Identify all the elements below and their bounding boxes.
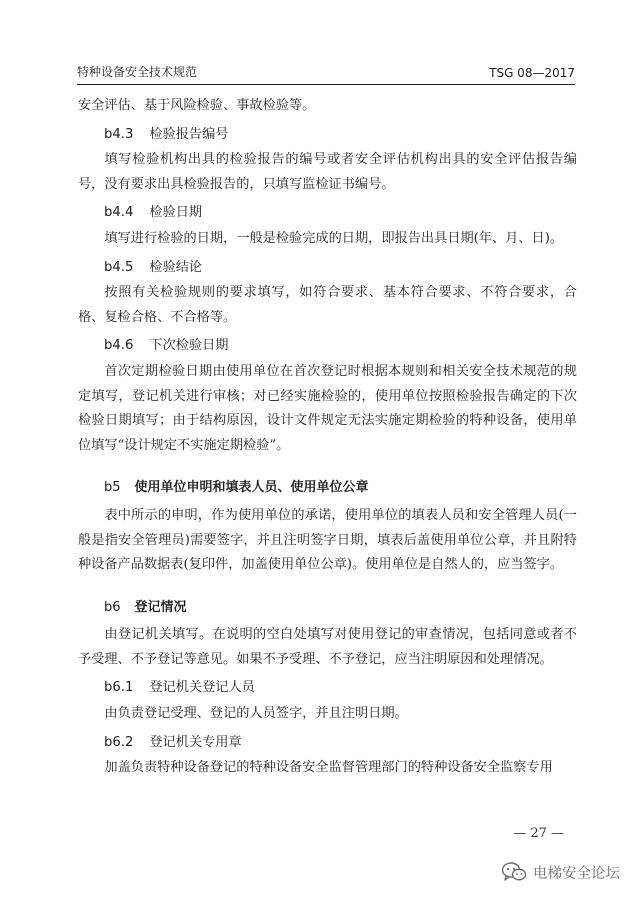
- section-number: b4.4: [104, 205, 134, 221]
- section-title: 登记情况: [134, 599, 187, 615]
- running-header: [77, 62, 575, 85]
- page-body: [78, 94, 577, 781]
- paragraph: 填写检验机构出具的检验报告的编号或者安全评估机构出具的安全评估报告编号，没有要求出具检验报告的，只填写监检证书编号。: [78, 152, 577, 192]
- section-number: b4.6: [104, 338, 134, 354]
- section-heading-b4-6: [78, 334, 577, 359]
- section-title: 下次检验日期: [149, 338, 229, 354]
- section-number: b4.3: [104, 126, 134, 142]
- section-title: 使用单位申明和填表人员、使用单位公章: [134, 480, 369, 496]
- section-heading-b4-5: [78, 256, 577, 281]
- section-heading-b4-3: [78, 123, 577, 148]
- paragraph: 加盖负责特种设备登记的特种设备安全监督管理部门的特种设备安全监察专用: [104, 760, 553, 776]
- section-number: b6.2: [104, 734, 134, 750]
- section-title: 检验结论: [149, 259, 203, 275]
- section-number: b4.5: [104, 259, 134, 275]
- page-number: — 27 —: [513, 826, 564, 841]
- paragraph: 按照有关检验规则的要求填写，如符合要求、基本符合要求、不符合要求，合格、复检合格、不合格等。: [78, 285, 577, 325]
- paragraph: 首次定期检验日期由使用单位在首次登记时根据本规则和相关安全技术规范的规定填写，登记机关进行审核；对已经实施检验的，使用单位按照检验报告确定的下次检验日期填写；由于结构原因，设计文件规定无法实施定期检验的特种设备，使用单位填写“设计规定不实施定期检验”。: [78, 363, 577, 453]
- section-heading-b4-4: [78, 201, 577, 226]
- section-heading-b6: [78, 596, 577, 621]
- section-number: b6: [104, 599, 121, 615]
- header-title: 特种设备安全技术规范: [77, 65, 198, 79]
- section-title: 检验报告编号: [149, 126, 229, 142]
- page-footer: [0, 826, 640, 846]
- section-title: 检验日期: [149, 205, 203, 221]
- watermark-text: 电梯安全论坛: [533, 865, 620, 882]
- section-number: b6.1: [104, 680, 134, 696]
- paragraph: 安全评估、基于风险检验、事故检验等。: [78, 98, 316, 113]
- paragraph: 填写进行检验的日期，一般是检验完成的日期，即报告出具日期(年、月、日)。: [104, 230, 564, 246]
- section-heading-b6-1: [78, 676, 577, 701]
- watermark: [501, 861, 620, 883]
- wechat-icon: [501, 861, 527, 883]
- section-title: 登记机关专用章: [149, 734, 242, 750]
- section-title: 登记机关登记人员: [149, 680, 255, 696]
- paragraph: 由负责登记受理、登记的人员签字，并且注明日期。: [104, 706, 408, 722]
- section-heading-b6-2: [78, 731, 577, 756]
- header-code: TSG 08—2017: [489, 66, 575, 80]
- section-heading-b5: [78, 476, 577, 501]
- paragraph: 由登记机关填写。在说明的空白处填写对使用登记的审查情况，包括同意或者不予受理、不予登记等意见。如果不予受理、不予登记，应当注明原因和处理情况。: [78, 627, 577, 667]
- paragraph: 表中所示的申明，作为使用单位的承诺，使用单位的填表人员和安全管理人员(一般是指安全管理员)需要签字，并且注明签字日期，填表后盖使用单位公章，并且附特种设备产品数据表(复印件，加盖使用单位公章)。使用单位是自然人的，应当签字。: [78, 507, 577, 573]
- section-number: b5: [104, 480, 121, 496]
